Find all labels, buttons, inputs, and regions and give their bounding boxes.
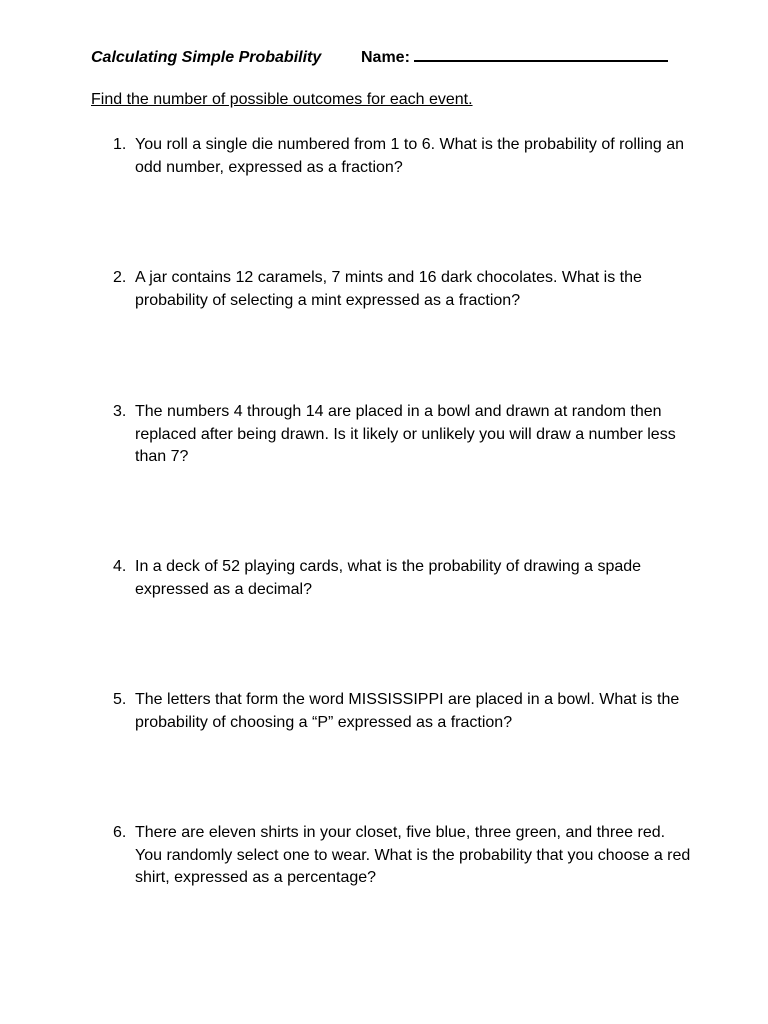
- question-number: 2.: [113, 269, 127, 286]
- question-number: 4.: [113, 558, 127, 575]
- question-text: The letters that form the word MISSISSIPPI are placed in a bowl. What is the probability of choosing a “P” expressed as a fraction?: [135, 691, 680, 731]
- worksheet-header: [91, 46, 668, 67]
- question-number: 5.: [113, 691, 127, 708]
- question-1: [113, 134, 693, 179]
- question-text: In a deck of 52 playing cards, what is the probability of drawing a spade expressed as a decimal?: [135, 558, 642, 598]
- name-label: Name:: [361, 49, 410, 66]
- question-text: There are eleven shirts in your closet, five blue, three green, and three red. You randomly select one to wear. What is the probability that you choose a red shirt, expressed as a percentage?: [135, 824, 691, 886]
- question-3: [113, 401, 693, 469]
- question-number: 3.: [113, 403, 127, 420]
- question-5: [113, 689, 693, 734]
- question-number: 1.: [113, 136, 127, 153]
- question-number: 6.: [113, 824, 127, 841]
- question-text: You roll a single die numbered from 1 to 6. What is the probability of rolling an odd number, expressed as a fraction?: [135, 136, 685, 176]
- name-blank-line[interactable]: [414, 46, 668, 62]
- worksheet-title: Calculating Simple Probability: [91, 49, 322, 66]
- question-2: [113, 267, 693, 312]
- instructions: Find the number of possible outcomes for each event.: [91, 91, 473, 108]
- question-4: [113, 556, 693, 601]
- question-text: A jar contains 12 caramels, 7 mints and 16 dark chocolates. What is the probability of selecting a mint expressed as a fraction?: [135, 269, 642, 309]
- question-6: [113, 822, 693, 890]
- question-text: The numbers 4 through 14 are placed in a bowl and drawn at random then replaced after being drawn. Is it likely or unlikely you will draw a number less than 7?: [135, 403, 676, 465]
